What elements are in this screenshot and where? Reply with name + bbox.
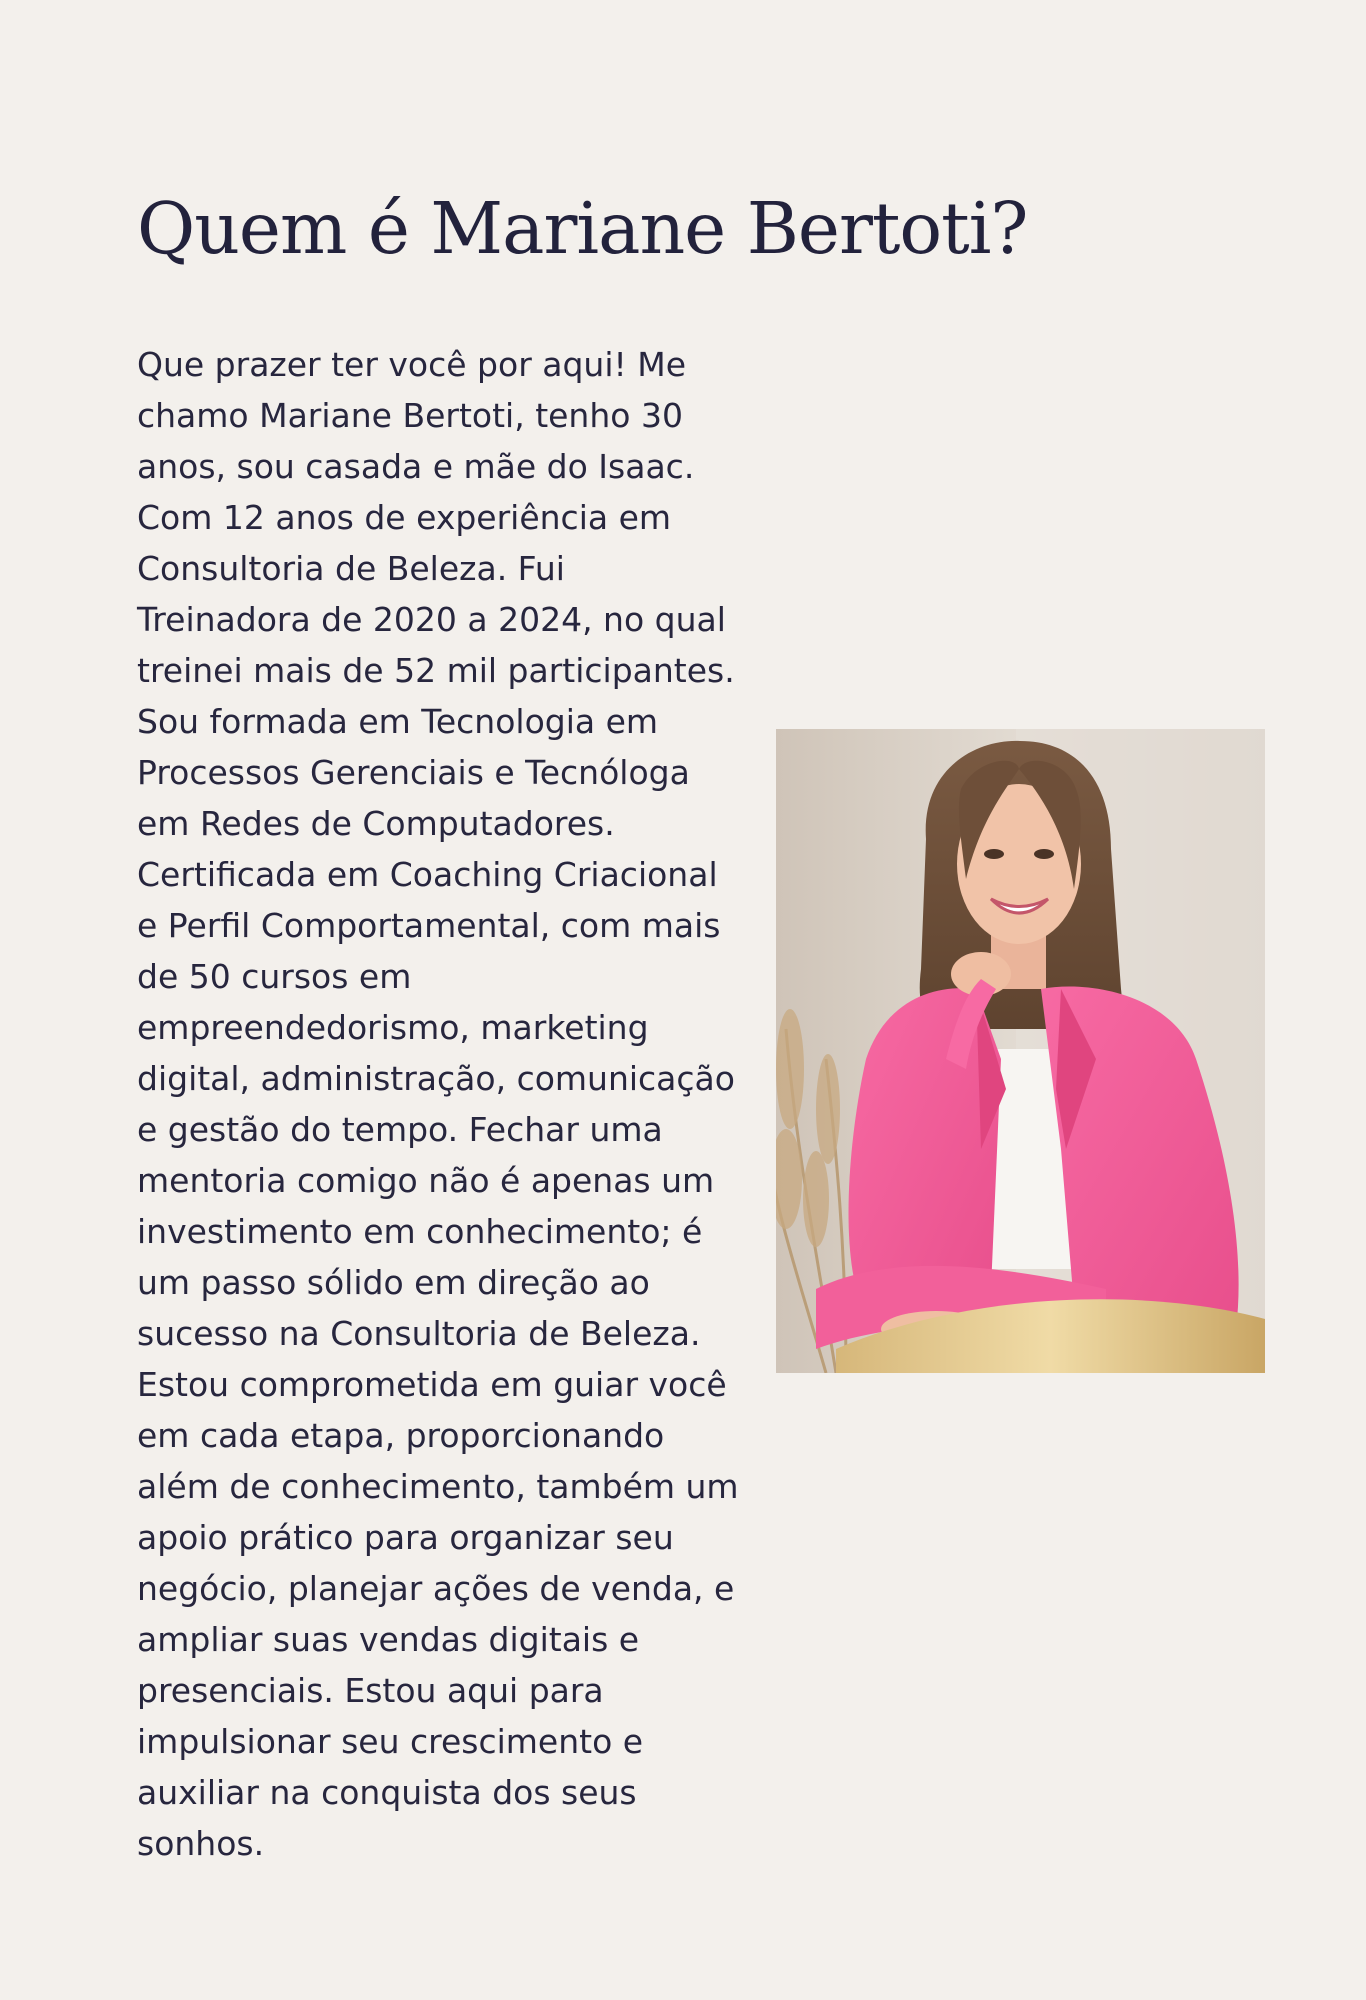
profile-photo <box>776 729 1265 1373</box>
page-title: Quem é Mariane Bertoti? <box>137 187 1028 270</box>
bio-paragraph: Que prazer ter você por aqui! Me chamo Mariane Bertoti, tenho 30 anos, sou casada e mãe do Isaac. Com 12 anos de experiência em Consultoria de Beleza. Fui Treinadora de 2020 a 2024, no qual treinei mais de 52 mil participantes. Sou formada em Tecnologia em Processos Gerenciais e Tecnóloga em Redes de Computadores. Certificada em Coaching Criacional e Perfil Comportamental, com mais de 50 cursos em empreendedorismo, marketing digital, administração, comunicação e gestão do tempo. Fechar uma mentoria comigo não é apenas um investimento em conhecimento; é um passo sólido em direção ao sucesso na Consultoria de Beleza. Estou comprometida em guiar você em cada etapa, proporcionando além de conhecimento, também um apoio prático para organizar seu negócio, planejar ações de venda, e ampliar suas vendas digitais e presenciais. Estou aqui para impulsionar seu crescimento e auxiliar na conquista dos seus sonhos. <box>137 345 739 1863</box>
